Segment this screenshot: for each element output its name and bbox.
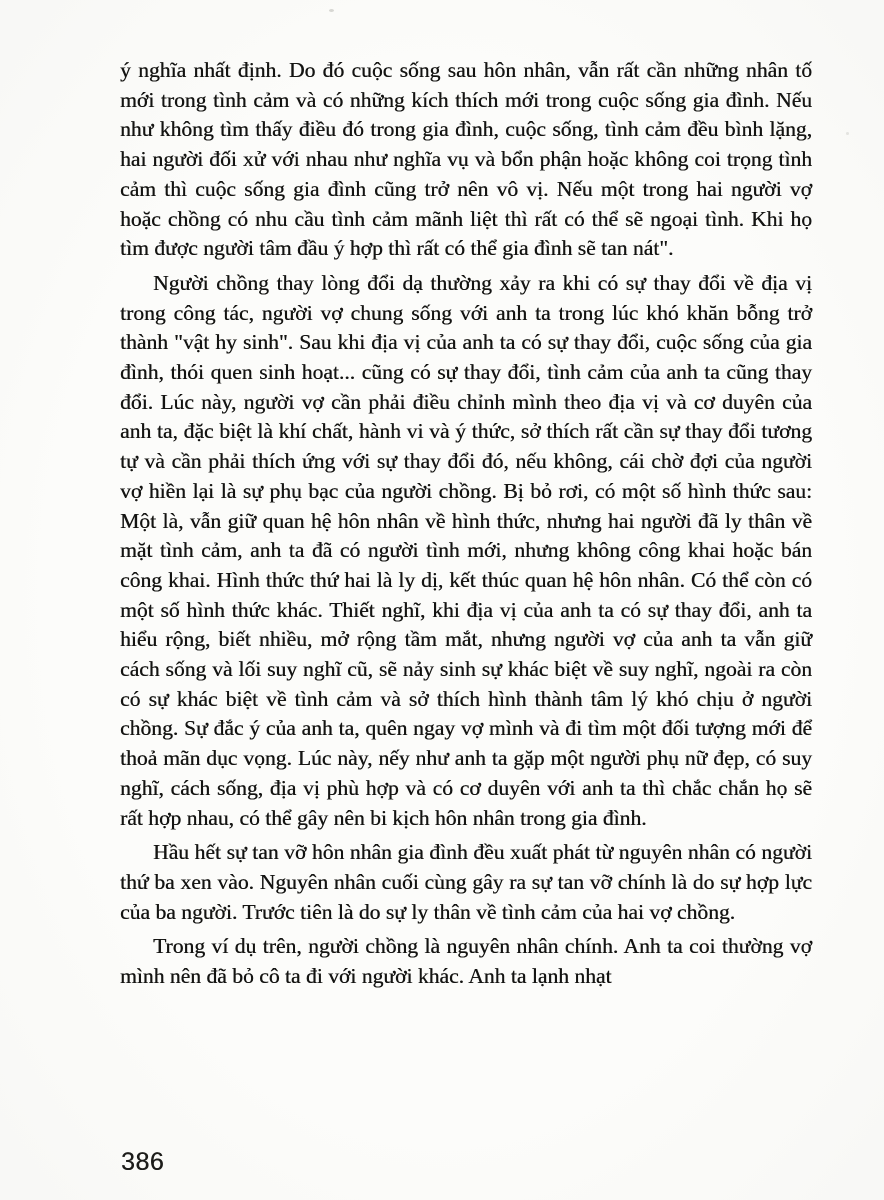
- page-number: 386: [121, 1148, 165, 1176]
- paragraph-continuation: ý nghĩa nhất định. Do đó cuộc sống sau hôn nhân, vẫn rất cần những nhân tố mới trong tình cảm và có những kích thích mới trong cuộc sống gia đình. Nếu như không tìm thấy điều đó trong gia đình, cuộc sống, tình cảm đều bình lặng, hai người đối xử với nhau như nghĩa vụ và bổn phận hoặc không coi trọng tình cảm thì cuộc sống gia đình cũng trở nên vô vị. Nếu một trong hai người vợ hoặc chồng có nhu cầu tình cảm mãnh liệt thì rất có thể sẽ ngoại tình. Khi họ tìm được người tâm đầu ý hợp thì rất có thể gia đình sẽ tan nát".: [120, 58, 812, 261]
- paragraph: Trong ví dụ trên, người chồng là nguyên nhân chính. Anh ta coi thường vợ mình nên đã bỏ cô ta đi với người khác. Anh ta lạnh nhạt: [120, 934, 812, 989]
- paragraph: Người chồng thay lòng đổi dạ thường xảy ra khi có sự thay đổi về địa vị trong công tác, người vợ chung sống với anh ta trong lúc khó khăn bỗng trở thành "vật hy sinh". Sau khi địa vị của anh ta có sự thay đổi, cuộc sống của gia đình, thói quen sinh hoạt... cũng có sự thay đổi, tình cảm của anh ta cũng thay đổi. Lúc này, người vợ cần phải điều chỉnh mình theo địa vị và cơ duyên của anh ta, đặc biệt là khí chất, hành vi và ý thức, sở thích rất cần sự thay đổi tương tự và cần phải thích ứng với sự thay đổi đó, nếu không, cái chờ đợi của người vợ hiền lại là sự phụ bạc của người chồng. Bị bỏ rơi, có một số hình thức sau: Một là, vẫn giữ quan hệ hôn nhân về hình thức, nhưng hai người đã ly thân về mặt tình cảm, anh ta đã có người tình mới, nhưng không công khai hoặc bán công khai. Hình thức thứ hai là ly dị, kết thúc quan hệ hôn nhân. Có thể còn có một số hình thức khác. Thiết nghĩ, khi địa vị của anh ta có sự thay đổi, anh ta hiểu rộng, biết nhiều, mở rộng tầm mắt, nhưng người vợ của anh ta vẫn giữ cách sống và lối suy nghĩ cũ, sẽ nảy sinh sự khác biệt về suy nghĩ, ngoài ra còn có sự khác biệt về tình cảm và sở thích hình thành tâm lý khó chịu ở người chồng. Sự đắc ý của anh ta, quên ngay vợ mình và đi tìm một đối tượng mới để thoả mãn dục vọng. Lúc này, nếy như anh ta gặp một người phụ nữ đẹp, có suy nghĩ, cách sống, địa vị phù hợp và có cơ duyên với anh ta thì chắc chắn họ sẽ rất hợp nhau, có thể gây nên bi kịch hôn nhân trong gia đình.: [120, 270, 812, 830]
- page-body: [120, 56, 812, 992]
- scan-speck: [329, 9, 334, 12]
- scan-speck: [846, 132, 849, 135]
- paragraph: Hầu hết sự tan vỡ hôn nhân gia đình đều xuất phát từ nguyên nhân có người thứ ba xen vào. Nguyên nhân cuối cùng gây ra sự tan vỡ chính là do sự hợp lực của ba người. Trước tiên là do sự ly thân về tình cảm của hai vợ chồng.: [120, 840, 812, 924]
